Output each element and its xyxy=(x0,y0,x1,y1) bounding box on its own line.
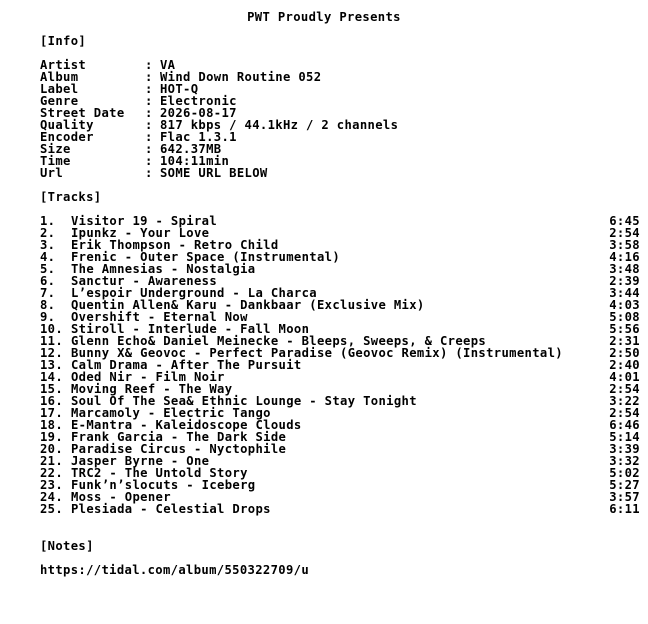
track-duration: 6:45 xyxy=(609,214,640,228)
track-title: Ipunkz - Your Love xyxy=(71,226,210,240)
track-title: Glenn Echo& Daniel Meinecke - Bleeps, Sweeps, & Creeps xyxy=(71,334,487,348)
info-separator: : xyxy=(145,94,153,108)
track-title: Bunny X& Geovoc - Perfect Paradise (Geovoc Remix) (Instrumental) xyxy=(71,346,563,360)
track-duration: 2:54 xyxy=(609,382,640,396)
track-title: Plesiada - Celestial Drops xyxy=(71,502,271,516)
track-duration: 4:16 xyxy=(609,250,640,264)
page-title: PWT Proudly Presents xyxy=(247,10,401,24)
track-number: 18. xyxy=(40,418,64,432)
track-duration: 3:57 xyxy=(609,490,640,504)
track-duration: 2:31 xyxy=(609,334,640,348)
track-number: 13. xyxy=(40,358,64,372)
info-value: Flac 1.3.1 xyxy=(160,130,237,144)
info-label: Url xyxy=(40,166,64,180)
track-title: Marcamoly - Electric Tango xyxy=(71,406,271,420)
track-duration: 3:58 xyxy=(609,238,640,252)
track-duration: 5:56 xyxy=(609,322,640,336)
track-title: Overshift - Eternal Now xyxy=(71,310,248,324)
track-number: 17. xyxy=(40,406,64,420)
info-label: Street Date xyxy=(40,106,125,120)
track-duration: 6:46 xyxy=(609,418,640,432)
track-number: 15. xyxy=(40,382,64,396)
info-value: 2026-08-17 xyxy=(160,106,237,120)
track-title: E-Mantra - Kaleidoscope Clouds xyxy=(71,418,302,432)
track-title: Moving Reef - The Way xyxy=(71,382,233,396)
track-title: Erik Thompson - Retro Child xyxy=(71,238,279,252)
track-title: Stiroll - Interlude - Fall Moon xyxy=(71,322,310,336)
track-number: 3. xyxy=(40,238,56,252)
info-separator: : xyxy=(145,58,153,72)
track-number: 19. xyxy=(40,430,64,444)
track-title: Frank Garcia - The Dark Side xyxy=(71,430,287,444)
track-title: Quentin Allen& Karu - Dankbaar (Exclusive Mix) xyxy=(71,298,425,312)
track-number: 23. xyxy=(40,478,64,492)
track-number: 6. xyxy=(40,274,56,288)
track-duration: 3:48 xyxy=(609,262,640,276)
info-label: Quality xyxy=(40,118,94,132)
track-number: 7. xyxy=(40,286,56,300)
info-separator: : xyxy=(145,82,153,96)
track-duration: 2:50 xyxy=(609,346,640,360)
track-number: 4. xyxy=(40,250,56,264)
track-title: Soul Of The Sea& Ethnic Lounge - Stay Tonight xyxy=(71,394,417,408)
info-value: Wind Down Routine 052 xyxy=(160,70,322,84)
notes-section-heading: [Notes] xyxy=(40,539,94,553)
info-separator: : xyxy=(145,106,153,120)
info-value: 642.37MB xyxy=(160,142,222,156)
track-number: 2. xyxy=(40,226,56,240)
info-separator: : xyxy=(145,142,153,156)
info-section-heading: [Info] xyxy=(40,34,87,48)
track-duration: 5:02 xyxy=(609,466,640,480)
track-number: 9. xyxy=(40,310,56,324)
track-number: 16. xyxy=(40,394,64,408)
info-label: Encoder xyxy=(40,130,94,144)
track-title: Moss - Opener xyxy=(71,490,171,504)
track-duration: 2:39 xyxy=(609,274,640,288)
track-duration: 3:22 xyxy=(609,394,640,408)
track-title: Jasper Byrne - One xyxy=(71,454,210,468)
track-duration: 2:54 xyxy=(609,226,640,240)
track-duration: 2:40 xyxy=(609,358,640,372)
track-title: L’espoir Underground - La Charca xyxy=(71,286,317,300)
info-label: Artist xyxy=(40,58,87,72)
track-duration: 3:39 xyxy=(609,442,640,456)
track-duration: 2:54 xyxy=(609,406,640,420)
track-number: 22. xyxy=(40,466,64,480)
track-title: The Amnesias - Nostalgia xyxy=(71,262,256,276)
notes-link[interactable]: https://tidal.com/album/550322709/u xyxy=(40,563,310,577)
info-value: SOME URL BELOW xyxy=(160,166,268,180)
info-value: 817 kbps / 44.1kHz / 2 channels xyxy=(160,118,399,132)
track-number: 12. xyxy=(40,346,64,360)
info-label: Label xyxy=(40,82,79,96)
track-number: 8. xyxy=(40,298,56,312)
track-title: Oded Nir - Film Noir xyxy=(71,370,225,384)
info-separator: : xyxy=(145,70,153,84)
info-label: Time xyxy=(40,154,71,168)
track-duration: 4:01 xyxy=(609,370,640,384)
info-separator: : xyxy=(145,118,153,132)
track-number: 5. xyxy=(40,262,56,276)
track-duration: 5:27 xyxy=(609,478,640,492)
track-title: Visitor 19 - Spiral xyxy=(71,214,218,228)
info-label: Album xyxy=(40,70,79,84)
track-number: 11. xyxy=(40,334,64,348)
track-number: 10. xyxy=(40,322,64,336)
track-number: 20. xyxy=(40,442,64,456)
track-number: 21. xyxy=(40,454,64,468)
track-title: Frenic - Outer Space (Instrumental) xyxy=(71,250,341,264)
info-separator: : xyxy=(145,130,153,144)
track-number: 25. xyxy=(40,502,64,516)
track-duration: 5:14 xyxy=(609,430,640,444)
info-value: HOT-Q xyxy=(160,82,199,96)
info-value: Electronic xyxy=(160,94,237,108)
track-title: TRC2 - The Untold Story xyxy=(71,466,248,480)
info-separator: : xyxy=(145,154,153,168)
track-duration: 4:03 xyxy=(609,298,640,312)
track-duration: 3:32 xyxy=(609,454,640,468)
info-value: VA xyxy=(160,58,176,72)
track-duration: 3:44 xyxy=(609,286,640,300)
info-value: 104:11min xyxy=(160,154,230,168)
track-duration: 5:08 xyxy=(609,310,640,324)
info-separator: : xyxy=(145,166,153,180)
tracks-section-heading: [Tracks] xyxy=(40,190,102,204)
track-title: Funk’n’slocuts - Iceberg xyxy=(71,478,256,492)
track-number: 14. xyxy=(40,370,64,384)
track-number: 1. xyxy=(40,214,56,228)
info-label: Genre xyxy=(40,94,79,108)
track-number: 24. xyxy=(40,490,64,504)
track-title: Sanctur - Awareness xyxy=(71,274,218,288)
info-label: Size xyxy=(40,142,71,156)
track-duration: 6:11 xyxy=(609,502,640,516)
track-title: Paradise Circus - Nyctophile xyxy=(71,442,287,456)
track-title: Calm Drama - After The Pursuit xyxy=(71,358,302,372)
track-row xyxy=(40,503,640,515)
